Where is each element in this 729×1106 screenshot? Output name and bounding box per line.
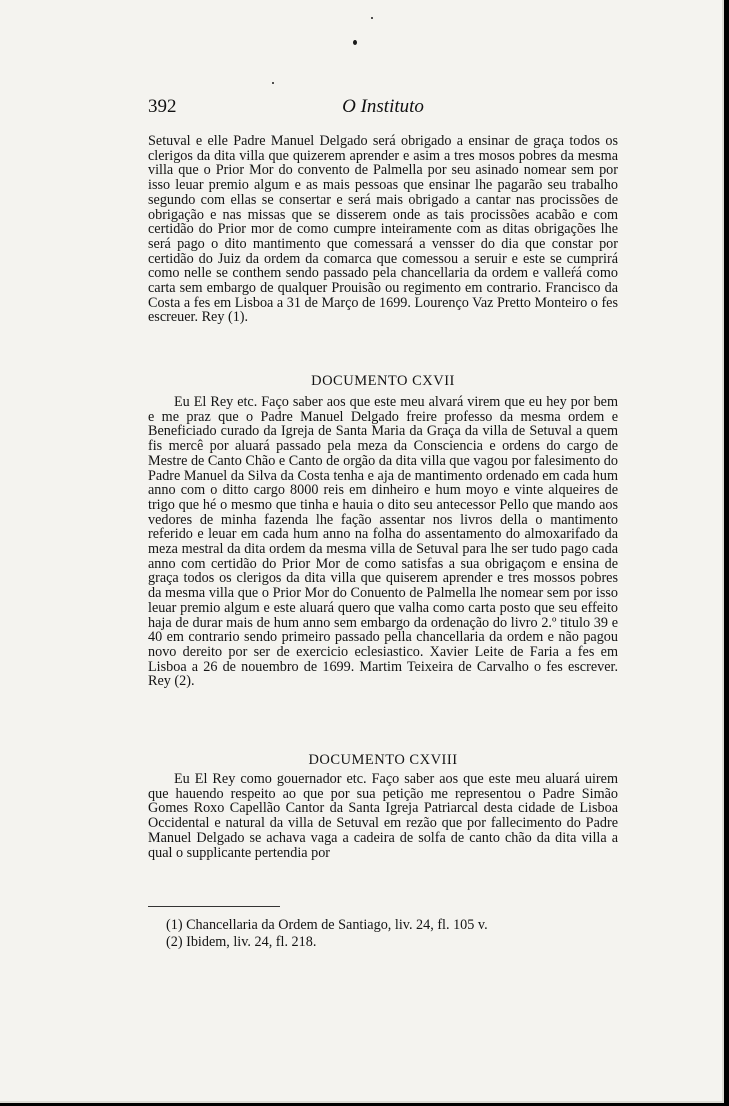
- footnotes: [166, 917, 616, 951]
- running-title: O Instituto: [342, 96, 424, 117]
- document-cxviii-text: [148, 772, 618, 860]
- document-cxvii-text: [148, 395, 618, 689]
- paragraph: Setuval e elle Padre Manuel Delgado será obrigado a ensinar de graça todos os clerigos da dita villa que quizerem aprender e asim a tres mosos pobres da mesma villa que o Prior Mor do convento de Palmella por seu asinado nomear sem por isso leuar premio algum e as mais pessoas que ensinar lhe pagarão seu trabalho segundo com ellas se consertar e será mais obrigado a cantar nas procissões de obrigação e nas missas que se disserem onde as tais procissões acabão e com certidão do Prior mor de como cumpre inteiramente com as ditas obrigações lhe será pago o dito mantimento que comessará a vensser do dia que constar por certidão do Juiz da ordem da comarca que comessou a seruir e este se cumprirá como nelle se conthem sendo passado pela chancellaria da ordem e valleŕá como carta sem embargo de qualquer Prouisão ou regimento em contrario. Francisco da Costa a fes em Lisboa a 31 de Março de 1699. Lourenço Vaz Pretto Monteiro o fes escreuer. Rey (1).: [148, 133, 618, 326]
- document-heading-cxviii: DOCUMENTO CXVIII: [308, 752, 458, 768]
- footnote-1: (1) Chancellaria da Ordem de Santiago, liv. 24, fl. 105 v.: [166, 917, 488, 933]
- ink-speck: [371, 17, 373, 19]
- page-header: [148, 96, 618, 122]
- footnote-2: (2) Ibidem, liv. 24, fl. 218.: [166, 934, 317, 950]
- ink-speck: [353, 40, 357, 45]
- continued-document-text: [148, 134, 618, 325]
- paragraph: Eu El Rey etc. Faço saber aos que este meu alvará virem que eu hey por bem e me praz que o Padre Manuel Delgado freire professo da mesma ordem e Beneficiado curado da Igreja de Santa Maria da Graça da villa de Setuval a quem fis mercê por aluará passado pela meza da Consciencia e ordens do cargo de Mestre de Canto Chão e Canto de orgão da dita villa que vagou por falesimento do Padre Manuel da Silva da Costa tenha e aja de mantimento ordenado em cada hum anno com o ditto cargo 8000 reis em dinheiro e hum moyo e vinte alqueires de trigo que hé o mesmo que tinha e hauia o dito seu antecessor Pello que mando aos vedores de minha fazenda lhe fação assentar nos livros della o mantimento referido e leuar em cada hum anno na folha do assentamento do almoxarifado da meza mestral da dita ordem da mesma villa de Setuval para lhe ser tudo pago cada anno com certidão do Prior Mor de como satisfas a sua obrigaçom e ensina de graça todos os clerigos da dita villa que quiserem aprender e tres mossos pobres da mesma villa que o Prior Mor do Conuento de Palmella lhe nomear sem por isso leuar premio algum e este aluará quero que valha como carta posto que seu effeito haja de durar mais de hum anno sem embargo da ordenação do livro 2.º titulo 39 e 40 em contrario sendo primeiro passado pella chancellaria da ordem e não pagou novo dereito por ser de exercicio eclesiastico. Xavier Leite de Faria a fes em Lisboa a 26 de nouembro de 1699. Martim Teixeira de Carvalho o fes escrever. Rey (2).: [148, 394, 618, 690]
- footnote-divider: [148, 906, 280, 907]
- document-heading-cxvii: DOCUMENTO CXVII: [311, 373, 455, 389]
- page-number: 392: [148, 96, 177, 117]
- paragraph: Eu El Rey como gouernador etc. Faço saber aos que este meu aluará uirem que hauendo respeito ao que por sua petição me representou o Padre Simão Gomes Roxo Capellão Cantor da Santa Igreja Patriarcal desta cidade de Lisboa Occidental e natural da villa de Setuval em rezão que por fallecimento do Padre Manuel Delgado se achava vaga a cadeira de solfa de canto chão da dita villa a qual o supplicante pertendia por: [148, 771, 618, 861]
- ink-speck: [272, 82, 274, 84]
